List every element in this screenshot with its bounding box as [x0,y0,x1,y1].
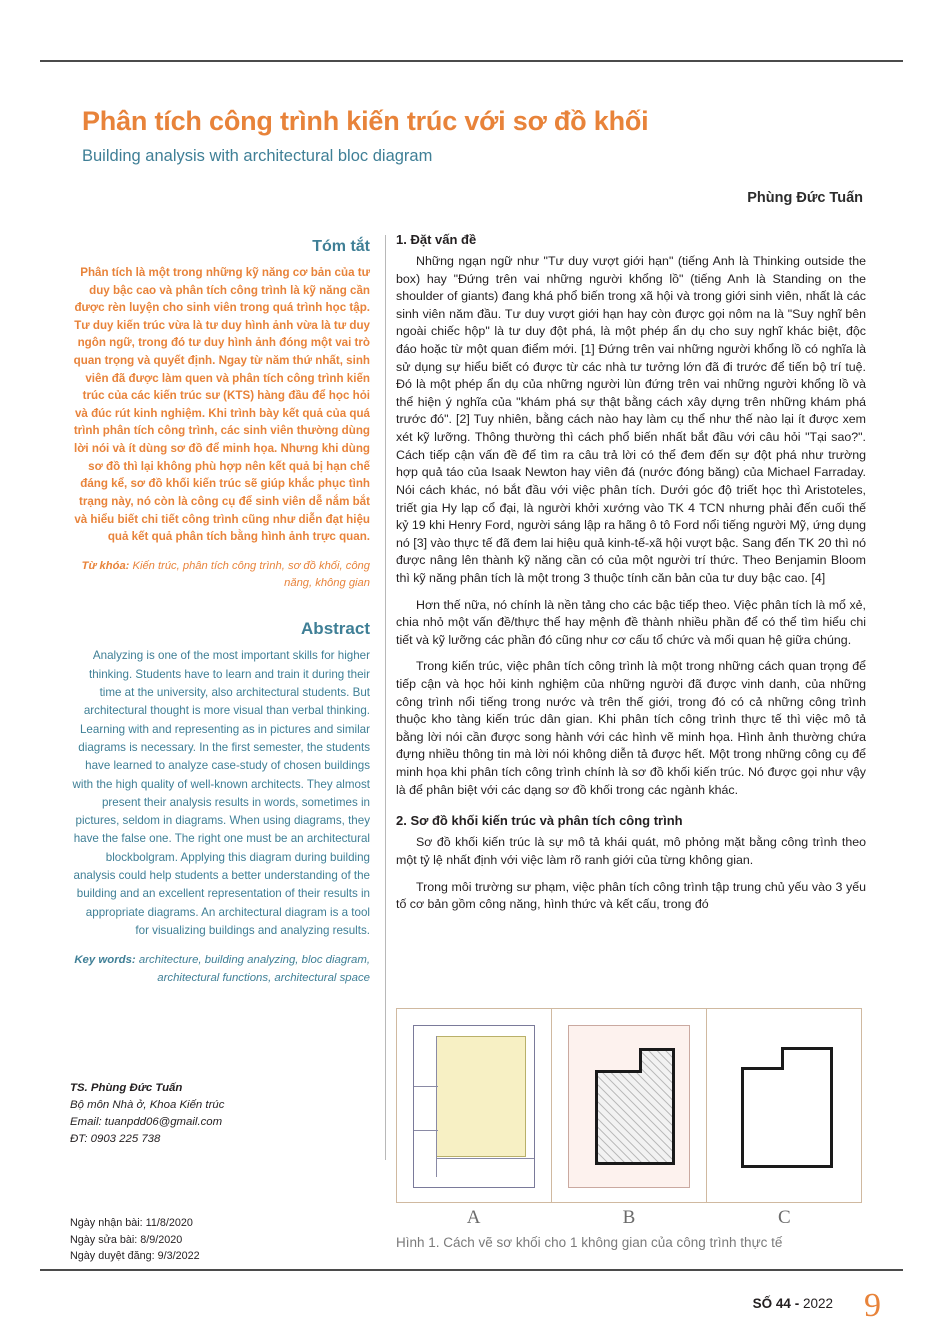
page-subtitle: Building analysis with architectural bloc diagram [82,147,433,166]
paragraph-2: Hơn thế nữa, nó chính là nền tảng cho các bậc tiếp theo. Việc phân tích là mổ xẻ, chia nhỏ một vấn đề/thực thể hay mệnh đề thành nhiều phần để có thể tìm hiểu chi tiết và kỹ lưỡng các phần đó cũng như cơ cấu tổ chức và mối quan hệ giữa chúng. [396,597,866,647]
title-block [82,105,882,166]
keywords-vn [70,558,370,592]
paragraph-3: Trong kiến trúc, việc phân tích công trình là một trong những cách quan trọng để tiếp cận và học hỏi kinh nghiệm của những người đã được vinh danh, của những công trình nổi tiếng trong nước và trên thế giới, trong đó có cả những công trình thuộc kho tàng kiến trúc dân gian. Khi phân tích công trình thực tế thì việc mô tả bằng lời nói cần được song hành với các hình vẽ minh họa. Hình ảnh thường chứa đựng nhiều thông tin mà lời nói không diễn tả được hết. Một trong những công cụ để minh họa khi phân tích công trình chính là sơ đồ khối kiến trúc. Nó được gọi như vậy là để phân biệt với các dạng sơ đồ khối trong các ngành khác. [396,659,866,797]
issue-year: 2022 [802,1296,833,1311]
section-1-heading: 1. Đặt vấn đề [396,232,477,247]
plan-wall-line [414,1130,438,1131]
footer-issue [753,1296,833,1311]
right-column [396,232,866,923]
figure-panel-labels [396,1207,862,1229]
bottom-divider [40,1269,903,1271]
paragraph-1: Những ngạn ngữ như "Tư duy vượt giới hạn" (tiếng Anh là Thinking outside the box) hay "Đứng trên vai những người khổng lồ" (tiếng Anh là Standing on the shoulder of giants) đang khá phổ biến trong xã hội và trong giới sinh viên, nhất là các sinh viên năm đầu. Tư duy vượt giới hạn hay còn được gọi nôm na là "Suy nghĩ bên ngoài chiếc hộp" là tư duy đột phá, là một phép ẩn dụ cho suy nghĩ khác biệt, độc đáo hoặc từ một quan điểm mới. [1] Đứng trên vai những người khổng lồ có nghĩa là sử dụng sự hiểu biết có được từ các nhà tư tưởng lớn đã đi trước để tiến bộ trí tuệ. Đó là một phép ẩn dụ của những người lùn đứng trên vai những người khổng lồ và thể hiện ý nghĩa của "khám phá sự thật bằng cách xây dựng trên những khám phá trước đó". [2] Tuy nhiên, bằng cách nào hay làm cụ thể như thế nào lại ít được xem xét kỹ lưỡng. Thông thường thì cách phổ biến nhất bắt đầu với câu hỏi "Tại sao?". Cách tiếp cận vấn đề để tìm ra câu trả lời có thể đem đến sự đột phá như trường hợp quả táo của Isaak Newton hay viên đá (nước đóng băng) của Michael Farraday. Nói cách khác, nó bắt đầu với việc phân tích. Dưới góc độ triết học thì Aristoteles, triết gia Hy lạp cổ đại, là người khởi xướng vào TK 4 TCN nhưng phải đến cuối thế kỷ 19 khi Henry Ford, người sáng lập ra hãng ô tô Ford nổi tiếng người Mỹ, ứng dụng nó [3] vào thực tế đã đem lai hiệu quả kinh-tế-xã hội vượt bậc. Sang đến TK 20 thì nó được nâng lên thành kỹ năng cần có của một người trí thức. Theo Benjamin Bloom thì kỹ năng phân tích là một trong 3 thuộc tính căn bản của tư duy bậc cao. [4] [396,254,866,585]
plan-wall-line [414,1086,438,1087]
keywords-vn-label: Từ khóa: [81,559,130,572]
submission-dates [70,1215,370,1265]
bloc-diagram-outline [725,1025,843,1188]
abstract-en-heading: Abstract [301,619,370,639]
plan-room-fill [436,1036,526,1157]
bloc-diagram-hatched [568,1025,690,1188]
affiliation-name: TS. Phùng Đức Tuấn [70,1082,183,1094]
keywords-en-value: architecture, building analyzing, bloc diagram, architectural functions, architectural space [138,954,370,985]
figure-1-image [396,1008,862,1203]
keywords-en [70,952,370,987]
date-accepted: Ngày duyệt đăng: 9/3/2022 [70,1250,200,1263]
date-received: Ngày nhận bài: 11/8/2020 [70,1217,193,1229]
figure-1 [396,1008,864,1250]
author-affiliation [70,1080,370,1148]
figure-panel-c [707,1009,861,1202]
figure-panel-b [552,1009,707,1202]
affiliation-department: Bộ môn Nhà ở, Khoa Kiến trúc [70,1099,225,1112]
page-number: 9 [864,1287,881,1324]
keywords-en-label: Key words: [74,954,136,967]
column-divider [385,235,386,1160]
plan-wall-line [436,1158,534,1159]
plan-wall-line [436,1036,437,1177]
figure-label-a: A [466,1207,481,1228]
section-2-heading: 2. Sơ đồ khối kiến trúc và phân tích công trình [396,813,683,829]
floor-plan-drawing [413,1025,535,1188]
issue-separator: - [794,1296,800,1311]
abstract-en-body: Analyzing is one of the most important skills for higher thinking. Students have to learn and train it during their time at the university, also architectural students. But architectural thought is more visual than verbal thinking. Learning with and representing as in pictures and similar diagrams is necessary. In the first semester, the students have learned to analyze case-study of chosen buildings with the high quality of well-known architects. They almost present their analysis results in words, sometimes in pictures, seldom in diagrams. When using diagrams, they have the false one. The right one must be an architectural blockbolgram. Applying this diagram during building analysis could help students a better understanding of the building and an excellent representation of their results in appropriate diagrams. An architectural diagram is a tool for visualizing buildings and analyzing results. [72,649,370,938]
paragraph-4: Sơ đồ khối kiến trúc là sự mô tả khái quát, mô phỏng mặt bằng công trình theo một tỷ lệ nhất định với việc làm rõ ranh giới của từng không gian. [396,835,866,867]
block-notch [595,1048,642,1073]
abstract-vn-heading: Tóm tắt [312,238,370,255]
paragraph-5: Trong môi trường sư phạm, việc phân tích công trình tập trung chủ yếu vào 3 yếu tố cơ bản gồm công năng, hình thức và kết cấu, trong đó [396,879,866,912]
figure-label-b: B [622,1207,636,1228]
issue-number: SỐ 44 [752,1296,791,1311]
date-revised: Ngày sửa bài: 8/9/2020 [70,1233,183,1246]
figure-caption: Hình 1. Cách vẽ sơ khối cho 1 không gian của công trình thực tế [396,1235,783,1250]
figure-panel-a [397,1009,552,1202]
left-column [70,238,370,999]
figure-label-c: C [777,1207,791,1228]
keywords-vn-value: Kiến trúc, phân tích công trình, sơ đồ khối, công năng, không gian [132,559,370,589]
author-name: Phùng Đức Tuấn [747,190,863,206]
abstract-vn-body: Phân tích là một trong những kỹ năng cơ bản của tư duy bậc cao và phân tích công trình là kỹ năng cần được rèn luyện cho sinh viên trong quá trình học tập. Tư duy kiến trúc vừa là tư duy hình ảnh vừa là tư duy ngôn ngữ, trong đó tư duy hình ảnh đóng một vai trò quan trọng và quyết định. Ngay từ năm thứ nhất, sinh viên đã được làm quen và phân tích công trình kiến trúc của các kiến trúc sư (KTS) hàng đầu để học hỏi và đúc rút kinh nghiệm. Khi trình bày kết quả của quá trình phân tích công trình, các sinh viên thường dùng lời nói và ít dùng sơ đồ để minh họa. Nhưng khi dùng sơ đồ thì lại không phù hợp nên kết quả bị hạn chế đáng kể, sơ đồ khối kiến trúc sẽ giúp khắc phục tình trạng này, nó còn là công cụ để sinh viên dễ nắm bắt và hiểu biết chi tiết công trình cũng như diễn đạt hiệu quả kết quả phân tích bằng hình ảnh trực quan. [73,266,370,544]
page-title: Phân tích công trình kiến trúc với sơ đồ khối [82,106,649,136]
block-notch [741,1047,784,1070]
affiliation-phone: ĐT: 0903 225 738 [70,1133,161,1146]
affiliation-email: Email: tuanpdd06@gmail.com [70,1116,223,1129]
top-divider [40,60,903,62]
